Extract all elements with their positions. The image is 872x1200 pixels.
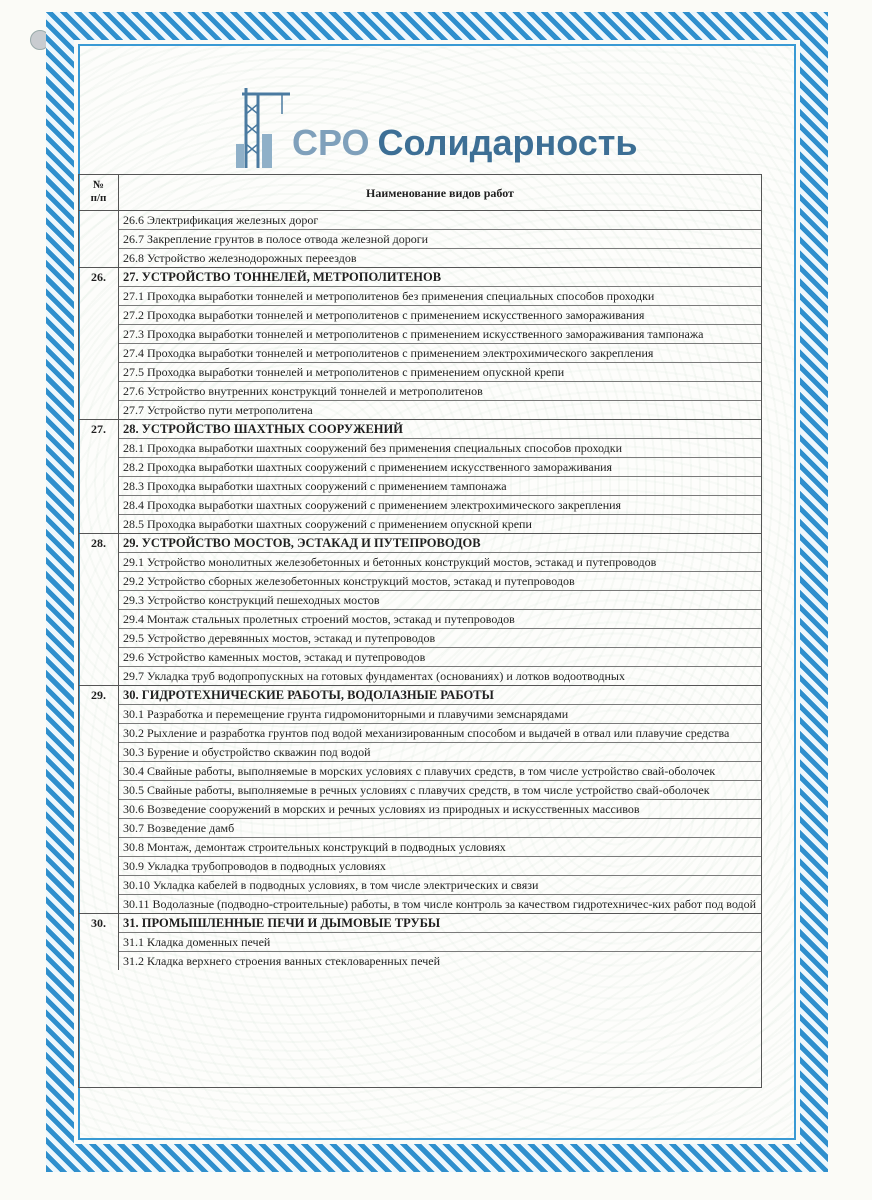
row-number: [79, 249, 119, 267]
work-type-item: 29.4 Монтаж стальных пролетных строений мостов, эстакад и путепроводов: [119, 610, 761, 629]
row-number: [79, 743, 119, 762]
row-number: [79, 800, 119, 819]
work-type-item: 30.9 Укладка трубопроводов в подводных условиях: [119, 857, 761, 876]
work-type-item: 29.6 Устройство каменных мостов, эстакад и путепроводов: [119, 648, 761, 667]
row-number: 29.: [79, 686, 119, 705]
section-heading-row: [79, 420, 761, 439]
row-number: [79, 306, 119, 325]
section-title: 28. УСТРОЙСТВО ШАХТНЫХ СООРУЖЕНИЙ: [119, 420, 761, 439]
work-type-item: 28.5 Проходка выработки шахтных сооружений с применением опускной крепи: [123, 517, 532, 531]
row-number: [79, 781, 119, 800]
work-type-item: 30.8 Монтаж, демонтаж строительных конструкций в подводных условиях: [119, 838, 761, 857]
row-number: [79, 705, 119, 724]
work-type-item: 30.6 Возведение сооружений в морских и речных условиях из природных и искусственных массивов: [119, 800, 761, 819]
work-type-item: 27.2 Проходка выработки тоннелей и метрополитенов с применением искусственного замораживания: [119, 306, 761, 325]
table-row: [79, 591, 761, 610]
row-number: [79, 857, 119, 876]
table-row: [79, 344, 761, 363]
work-type-item: 28.4 Проходка выработки шахтных сооружений с применением электрохимического закрепления: [119, 496, 761, 515]
row-number: 27.: [79, 420, 119, 439]
table-row: [79, 819, 761, 838]
row-number: [79, 230, 119, 249]
work-type-item: 29.2 Устройство сборных железобетонных конструкций мостов, эстакад и путепроводов: [119, 572, 761, 591]
work-type-item: 30.2 Рыхление и разработка грунтов под водой механизированным способом и выдачей в отвал или плавучие средства: [119, 724, 761, 743]
table-row: [79, 667, 761, 686]
work-type-item: 28.3 Проходка выработки шахтных сооружений с применением тампонажа: [119, 477, 761, 496]
work-type-item: 30.3 Бурение и обустройство скважин под водой: [119, 743, 761, 762]
table-row: [79, 629, 761, 648]
work-type-item: 27.7 Устройство пути метрополитена: [123, 403, 313, 417]
table-row: [79, 325, 761, 344]
work-type-item: 26.8 Устройство железнодорожных переездов: [123, 251, 357, 265]
work-type-item: 28.1 Проходка выработки шахтных сооружений без применения специальных способов проходки: [119, 439, 761, 458]
header-number: № п/п: [79, 175, 119, 210]
row-number: [79, 344, 119, 363]
section-title: 31. ПРОМЫШЛЕННЫЕ ПЕЧИ И ДЫМОВЫЕ ТРУБЫ: [119, 914, 761, 933]
work-type-item: 27.6 Устройство внутренних конструкций тоннелей и метрополитенов: [119, 382, 761, 401]
table-header: [79, 175, 761, 211]
table-row: [79, 781, 761, 800]
row-number: [79, 762, 119, 781]
row-number: [79, 610, 119, 629]
work-type-item: 28.2 Проходка выработки шахтных сооружений с применением искусственного замораживания: [119, 458, 761, 477]
table-row: [79, 724, 761, 743]
table-row: [79, 477, 761, 496]
section-heading-row: [79, 268, 761, 287]
row-number: [79, 629, 119, 648]
table-row: [79, 496, 761, 515]
crane-icon: [232, 84, 292, 174]
work-type-item: 29.3 Устройство конструкций пешеходных мостов: [119, 591, 761, 610]
table-row: [79, 249, 761, 268]
row-number: 28.: [79, 534, 119, 553]
table-row: [79, 648, 761, 667]
row-number: [79, 515, 119, 533]
row-number: [79, 667, 119, 685]
table-row: [79, 211, 761, 230]
table-row: [79, 838, 761, 857]
row-number: 30.: [79, 914, 119, 933]
header-name: Наименование видов работ: [366, 186, 514, 200]
table-row: [79, 287, 761, 306]
work-type-item: 26.7 Закрепление грунтов в полосе отвода железной дороги: [119, 230, 761, 249]
table-row: [79, 401, 761, 420]
work-type-item: 29.5 Устройство деревянных мостов, эстакад и путепроводов: [119, 629, 761, 648]
section-heading-row: [79, 686, 761, 705]
row-number: [79, 401, 119, 419]
section-heading-row: [79, 914, 761, 933]
table-row: [79, 800, 761, 819]
row-number: [79, 591, 119, 610]
row-number: [79, 458, 119, 477]
work-type-item: 27.1 Проходка выработки тоннелей и метрополитенов без применения специальных способов проходки: [119, 287, 761, 306]
logo-text: [292, 122, 638, 164]
row-number: [79, 933, 119, 952]
work-type-item: 30.1 Разработка и перемещение грунта гидромониторными и плавучими земснарядами: [119, 705, 761, 724]
work-type-item: 27.4 Проходка выработки тоннелей и метрополитенов с применением электрохимического закрепления: [119, 344, 761, 363]
table-row: [79, 705, 761, 724]
table-row: [79, 933, 761, 952]
row-number: [79, 648, 119, 667]
table-body: [79, 211, 761, 970]
work-type-item: 30.4 Свайные работы, выполняемые в морских условиях с плавучих средств, в том числе устройство свай-оболочек: [119, 762, 761, 781]
work-type-item: 26.6 Электрификация железных дорог: [119, 211, 761, 230]
section-title: 27. УСТРОЙСТВО ТОННЕЛЕЙ, МЕТРОПОЛИТЕНОВ: [119, 268, 761, 287]
table-row: [79, 458, 761, 477]
section-title: 29. УСТРОЙСТВО МОСТОВ, ЭСТАКАД И ПУТЕПРОВОДОВ: [119, 534, 761, 553]
table-row: [79, 230, 761, 249]
row-number: [79, 211, 119, 230]
table-row: [79, 553, 761, 572]
row-number: [79, 325, 119, 344]
row-number: [79, 838, 119, 857]
row-number: [79, 895, 119, 913]
table-row: [79, 762, 761, 781]
logo-abbr: СРО: [292, 122, 370, 163]
table-row: [79, 610, 761, 629]
work-type-item: 30.10 Укладка кабелей в подводных условиях, в том числе электрических и связи: [119, 876, 761, 895]
work-type-item: 29.1 Устройство монолитных железобетонных и бетонных конструкций мостов, эстакад и путепроводов: [119, 553, 761, 572]
row-number: [79, 572, 119, 591]
row-number: [79, 952, 119, 970]
work-type-item: 30.11 Водолазные (подводно-строительные) работы, в том числе контроль за качеством гидротехничес-ких работ под водой: [123, 897, 757, 911]
table-row: [79, 895, 761, 914]
row-number: [79, 363, 119, 382]
table-row: [79, 363, 761, 382]
work-type-item: 31.1 Кладка доменных печей: [119, 933, 761, 952]
table-row: [79, 306, 761, 325]
work-type-item: 30.7 Возведение дамб: [119, 819, 761, 838]
work-types-table: [78, 174, 762, 1088]
row-number: 26.: [79, 268, 119, 287]
row-number: [79, 477, 119, 496]
work-type-item: 27.3 Проходка выработки тоннелей и метрополитенов с применением искусственного замораживания тампонажа: [119, 325, 761, 344]
work-type-item: 30.5 Свайные работы, выполняемые в речных условиях с плавучих средств, в том числе устройство свай-оболочек: [119, 781, 761, 800]
row-number: [79, 553, 119, 572]
table-row: [79, 382, 761, 401]
table-row: [79, 952, 761, 970]
row-number: [79, 382, 119, 401]
logo-name: Солидарность: [377, 122, 638, 163]
sro-logo: [232, 84, 638, 174]
table-row: [79, 515, 761, 534]
work-type-item: 27.5 Проходка выработки тоннелей и метрополитенов с применением опускной крепи: [119, 363, 761, 382]
section-title: 30. ГИДРОТЕХНИЧЕСКИЕ РАБОТЫ, ВОДОЛАЗНЫЕ РАБОТЫ: [119, 686, 761, 705]
row-number: [79, 496, 119, 515]
work-type-item: 31.2 Кладка верхнего строения ванных стекловаренных печей: [123, 954, 440, 968]
table-row: [79, 743, 761, 762]
row-number: [79, 439, 119, 458]
table-row: [79, 439, 761, 458]
row-number: [79, 287, 119, 306]
row-number: [79, 724, 119, 743]
row-number: [79, 876, 119, 895]
work-type-item: 29.7 Укладка труб водопропускных на готовых фундаментах (основаниях) и лотков водоотводных: [123, 669, 625, 683]
table-row: [79, 876, 761, 895]
table-row: [79, 572, 761, 591]
section-heading-row: [79, 534, 761, 553]
row-number: [79, 819, 119, 838]
table-row: [79, 857, 761, 876]
